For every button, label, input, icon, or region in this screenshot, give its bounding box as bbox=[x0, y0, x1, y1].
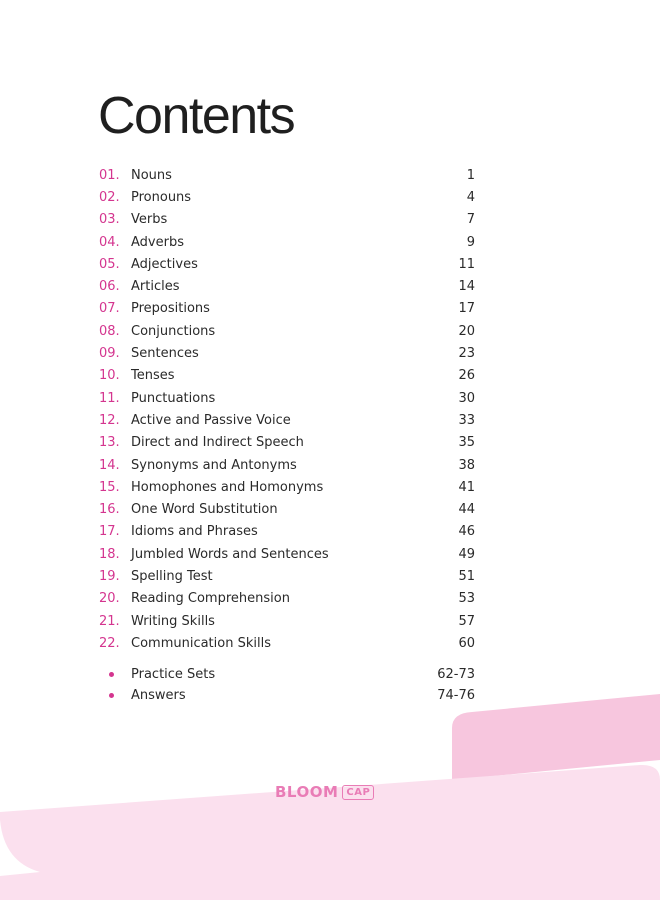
chapter-number: 19. bbox=[99, 568, 120, 584]
chapter-number: 16. bbox=[99, 502, 120, 518]
page-number: 57 bbox=[458, 613, 475, 629]
chapter-number: 02. bbox=[99, 189, 120, 205]
toc-entry[interactable] bbox=[99, 610, 475, 632]
chapter-title: Articles bbox=[131, 279, 180, 295]
chapter-number: 13. bbox=[99, 435, 120, 451]
chapter-title: Writing Skills bbox=[131, 613, 215, 629]
page-number: 51 bbox=[458, 568, 475, 584]
chapter-title: One Word Substitution bbox=[131, 502, 278, 518]
page-number: 44 bbox=[458, 502, 475, 518]
page-number: 30 bbox=[458, 390, 475, 406]
chapter-title: Prepositions bbox=[131, 301, 210, 317]
toc-entry[interactable] bbox=[99, 342, 475, 364]
chapter-title: Spelling Test bbox=[131, 568, 213, 584]
chapter-number: 07. bbox=[99, 301, 120, 317]
page-title: Contents bbox=[98, 87, 295, 145]
page-number: 26 bbox=[458, 368, 475, 384]
page-number: 4 bbox=[466, 189, 475, 205]
toc-entry[interactable] bbox=[99, 209, 475, 231]
chapter-number: 15. bbox=[99, 479, 120, 495]
toc-entry[interactable] bbox=[99, 521, 475, 543]
toc-entry[interactable] bbox=[99, 231, 475, 253]
chapter-title: Jumbled Words and Sentences bbox=[131, 546, 329, 562]
chapter-title: Verbs bbox=[131, 212, 168, 228]
toc-entry[interactable] bbox=[99, 565, 475, 587]
chapter-number: 04. bbox=[99, 234, 120, 250]
chapter-number: 05. bbox=[99, 256, 120, 272]
appendix-list bbox=[99, 664, 475, 706]
page-range: 62-73 bbox=[437, 667, 475, 682]
chapter-title: Pronouns bbox=[131, 189, 192, 205]
chapter-number: 09. bbox=[99, 346, 120, 362]
toc-entry[interactable] bbox=[99, 387, 475, 409]
chapter-number: 18. bbox=[99, 546, 120, 562]
page-number: 49 bbox=[458, 546, 475, 562]
chapter-title: Idioms and Phrases bbox=[131, 524, 258, 540]
appendix-title: Practice Sets bbox=[131, 667, 216, 682]
bullet-icon bbox=[99, 693, 131, 698]
toc-entry[interactable] bbox=[99, 588, 475, 610]
toc-entry[interactable] bbox=[99, 365, 475, 387]
chapter-title: Punctuations bbox=[131, 390, 216, 406]
toc-entry[interactable] bbox=[99, 298, 475, 320]
toc-entry[interactable] bbox=[99, 275, 475, 297]
chapter-number: 22. bbox=[99, 635, 120, 651]
toc-entry[interactable] bbox=[99, 543, 475, 565]
chapter-title: Adjectives bbox=[131, 256, 198, 272]
toc-entry[interactable] bbox=[99, 186, 475, 208]
logo-badge: CAP bbox=[342, 785, 374, 800]
chapter-number: 06. bbox=[99, 279, 120, 295]
toc-entry[interactable] bbox=[99, 432, 475, 454]
appendix-entry[interactable] bbox=[99, 685, 475, 706]
toc-entry[interactable] bbox=[99, 632, 475, 654]
page-number: 60 bbox=[458, 635, 475, 651]
chapter-number: 21. bbox=[99, 613, 120, 629]
chapter-number: 20. bbox=[99, 591, 120, 607]
page-number: 17 bbox=[458, 301, 475, 317]
toc-entry[interactable] bbox=[99, 454, 475, 476]
page-number: 46 bbox=[458, 524, 475, 540]
page-number: 38 bbox=[458, 457, 475, 473]
chapter-title: Nouns bbox=[131, 167, 172, 183]
appendix-title: Answers bbox=[131, 688, 186, 703]
page-range: 74-76 bbox=[437, 688, 475, 703]
chapter-number: 03. bbox=[99, 212, 120, 228]
toc-entry[interactable] bbox=[99, 320, 475, 342]
logo-word: BLOOM bbox=[275, 783, 339, 801]
page-number: 35 bbox=[458, 435, 475, 451]
page-number: 20 bbox=[458, 323, 475, 339]
chapter-number: 14. bbox=[99, 457, 120, 473]
table-of-contents bbox=[99, 164, 475, 655]
chapter-number: 11. bbox=[99, 390, 120, 406]
toc-entry[interactable] bbox=[99, 253, 475, 275]
page-number: 14 bbox=[458, 279, 475, 295]
page-number: 11 bbox=[458, 256, 475, 272]
page-number: 23 bbox=[458, 346, 475, 362]
page-number: 7 bbox=[466, 212, 475, 228]
chapter-title: Homophones and Homonyms bbox=[131, 479, 324, 495]
chapter-title: Communication Skills bbox=[131, 635, 271, 651]
chapter-title: Sentences bbox=[131, 346, 199, 362]
publisher-logo bbox=[275, 783, 374, 801]
chapter-title: Reading Comprehension bbox=[131, 591, 290, 607]
page-number: 33 bbox=[458, 412, 475, 428]
toc-entry[interactable] bbox=[99, 164, 475, 186]
chapter-number: 10. bbox=[99, 368, 120, 384]
page-number: 41 bbox=[458, 479, 475, 495]
bullet-icon bbox=[99, 672, 131, 677]
chapter-title: Direct and Indirect Speech bbox=[131, 435, 304, 451]
toc-entry[interactable] bbox=[99, 476, 475, 498]
chapter-title: Synonyms and Antonyms bbox=[131, 457, 297, 473]
chapter-title: Tenses bbox=[131, 368, 175, 384]
appendix-entry[interactable] bbox=[99, 664, 475, 685]
page-number: 53 bbox=[458, 591, 475, 607]
chapter-title: Conjunctions bbox=[131, 323, 216, 339]
page-number: 9 bbox=[466, 234, 475, 250]
chapter-number: 08. bbox=[99, 323, 120, 339]
chapter-number: 12. bbox=[99, 412, 120, 428]
toc-entry[interactable] bbox=[99, 409, 475, 431]
chapter-number: 01. bbox=[99, 167, 120, 183]
toc-entry[interactable] bbox=[99, 498, 475, 520]
chapter-title: Active and Passive Voice bbox=[131, 412, 291, 428]
page-number: 1 bbox=[466, 167, 475, 183]
chapter-title: Adverbs bbox=[131, 234, 184, 250]
chapter-number: 17. bbox=[99, 524, 120, 540]
